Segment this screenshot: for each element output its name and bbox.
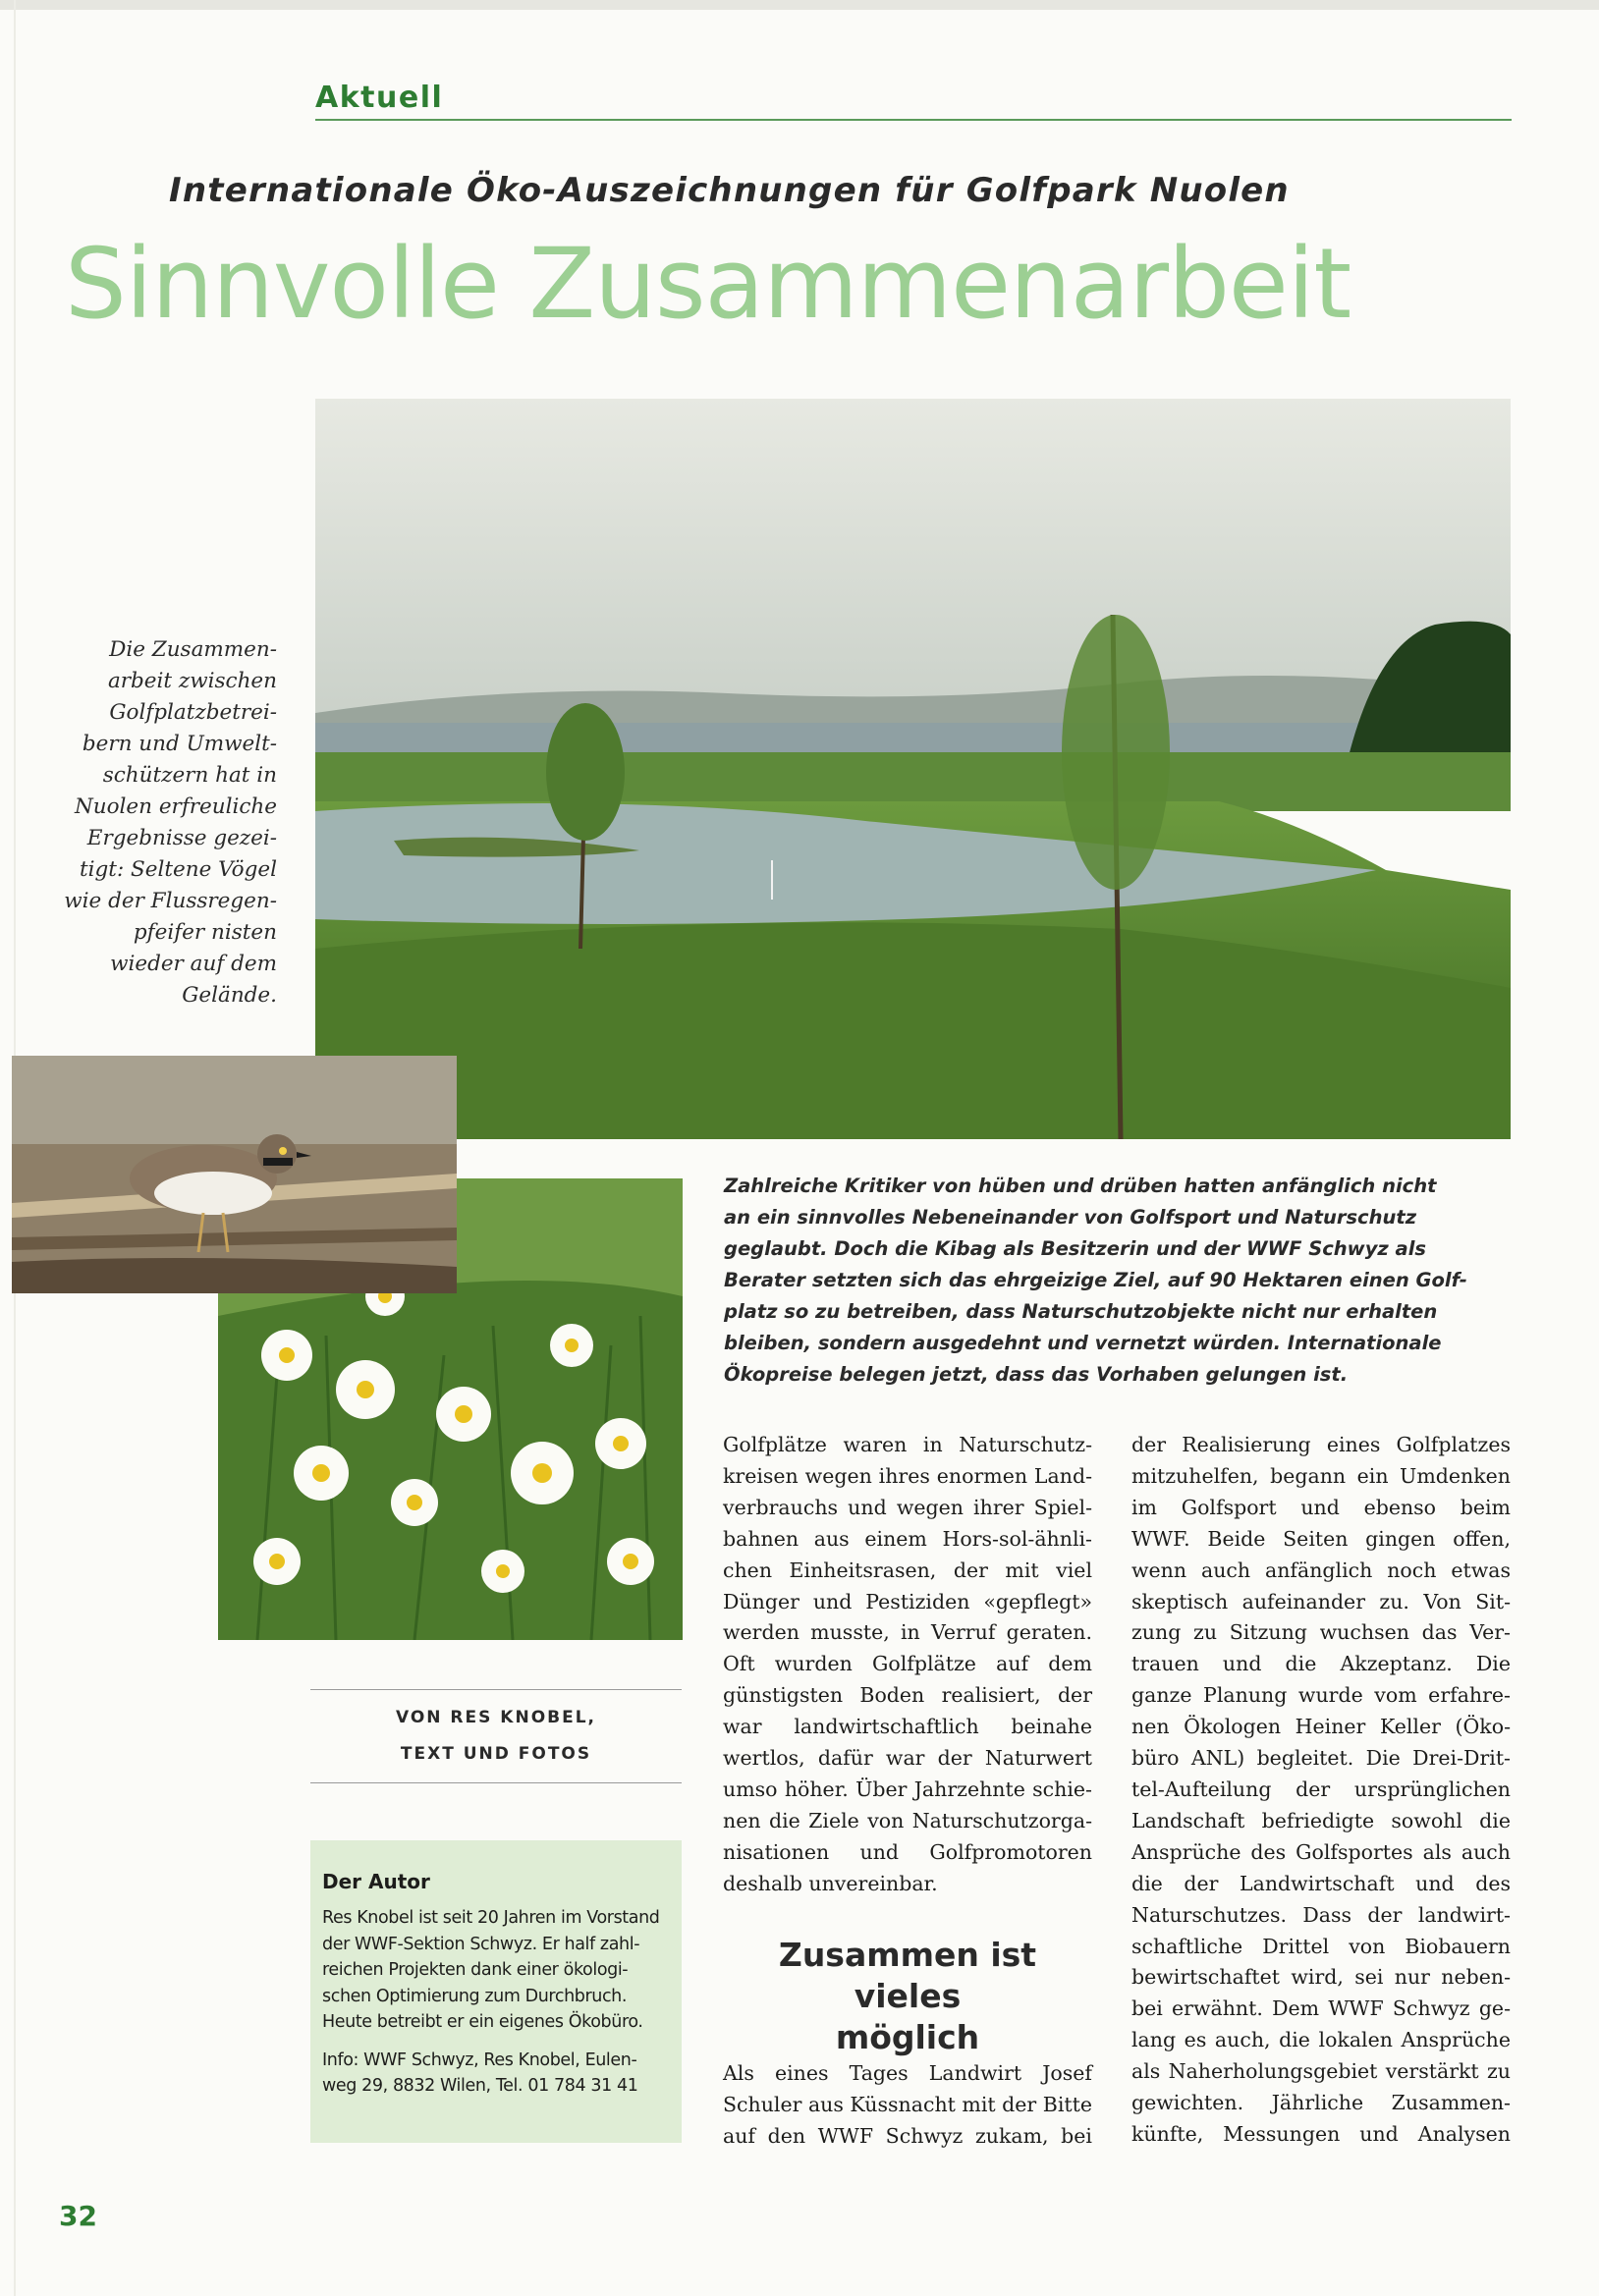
author-box-title: Der Autor bbox=[322, 1870, 430, 1893]
body-line: künfte, Messungen und Analysen bbox=[1131, 2121, 1511, 2146]
body-line: Oft wurden Golfplätze auf dem bbox=[723, 1652, 1092, 1676]
author-line: Heute betreibt er ein eigenes Ökobüro. bbox=[322, 2012, 643, 2032]
byline-author: VON RES KNOBEL, bbox=[395, 1708, 597, 1727]
body-line: wertlos, dafür war der Naturwert bbox=[723, 1746, 1092, 1771]
body-line: umso höher. Über Jahrzehnte schie- bbox=[723, 1777, 1092, 1801]
author-line: schen Optimierung zum Durchbruch. bbox=[322, 1986, 628, 2006]
plover-bird-photo bbox=[12, 1056, 457, 1293]
author-box-body bbox=[322, 1905, 670, 2036]
body-line: verbrauchs und wegen ihrer Spiel- bbox=[723, 1495, 1092, 1519]
photo-caption bbox=[59, 634, 277, 1011]
golf-landscape-photo bbox=[315, 399, 1511, 1139]
lead-line: Ökopreise belegen jetzt, dass das Vorhaben gelungen ist. bbox=[724, 1363, 1349, 1386]
caption-line: pfeifer nisten bbox=[133, 920, 277, 945]
body-line: nisationen und Golfpromotoren bbox=[723, 1839, 1092, 1864]
body-line: Landschaft befriedigte sowohl die bbox=[1131, 1808, 1511, 1832]
lead-line: bleiben, sondern ausgedehnt und vernetzt würden. Internationale bbox=[724, 1332, 1442, 1354]
article-headline: Sinnvolle Zusammenarbeit bbox=[65, 228, 1351, 341]
body-line: Dünger und Pestiziden «gepflegt» bbox=[723, 1589, 1092, 1613]
body-line: bahnen aus einem Hors-sol-ähnli- bbox=[723, 1526, 1092, 1551]
author-line: Res Knobel ist seit 20 Jahren im Vorstand bbox=[322, 1908, 660, 1928]
body-column-1-continued bbox=[723, 2058, 1092, 2153]
body-line: tel-Aufteilung der ursprünglichen bbox=[1131, 1777, 1511, 1801]
body-line: schaftliche Drittel von Biobauern bbox=[1131, 1934, 1511, 1958]
caption-line: Gelände. bbox=[182, 983, 277, 1008]
body-line: mitzuhelfen, begann ein Umdenken bbox=[1131, 1463, 1511, 1488]
body-line: lang es auch, die lokalen Ansprüche bbox=[1131, 2028, 1511, 2052]
lead-line: an ein sinnvolles Nebeneinander von Golfsport und Naturschutz bbox=[724, 1206, 1417, 1229]
body-line: wenn auch anfänglich noch etwas bbox=[1131, 1558, 1511, 1582]
body-line: nen die Ziele von Naturschutzorga- bbox=[723, 1808, 1092, 1832]
author-box bbox=[310, 1840, 682, 2143]
body-line: kreisen wegen ihres enormen Land- bbox=[723, 1463, 1092, 1488]
body-line: büro ANL) begleitet. Die Drei-Drit- bbox=[1131, 1746, 1511, 1771]
body-line: Naturschutzes. Dass der landwirt- bbox=[1131, 1902, 1511, 1927]
body-column-1 bbox=[723, 1430, 1092, 1900]
caption-line: Nuolen erfreuliche bbox=[74, 794, 277, 819]
body-line: zung zu Sitzung wuchsen das Ver- bbox=[1131, 1620, 1511, 1645]
caption-line: Golfplatzbetrei- bbox=[109, 700, 277, 725]
body-line: Golfplätze waren in Naturschutz- bbox=[723, 1433, 1092, 1456]
caption-line: wie der Flussregen- bbox=[64, 889, 277, 913]
info-line: weg 29, 8832 Wilen, Tel. 01 784 31 41 bbox=[322, 2076, 638, 2096]
article-subtitle: Internationale Öko-Auszeichnungen für Golfpark Nuolen bbox=[169, 171, 1290, 210]
caption-line: Ergebnisse gezei- bbox=[86, 826, 277, 850]
caption-line: wieder auf dem bbox=[110, 952, 277, 976]
body-line: WWF. Beide Seiten gingen offen, bbox=[1131, 1526, 1511, 1551]
body-line: trauen und die Akzeptanz. Die bbox=[1131, 1652, 1511, 1676]
body-line: bei erwähnt. Dem WWF Schwyz ge- bbox=[1131, 1996, 1511, 2021]
body-line: im Golfsport und ebenso beim bbox=[1131, 1495, 1511, 1519]
author-box-info bbox=[322, 2048, 670, 2100]
body-line: Ansprüche des Golfsportes als auch bbox=[1131, 1839, 1511, 1864]
section-subheading bbox=[723, 1935, 1092, 2058]
subheading-line: möglich bbox=[835, 2018, 980, 2056]
body-line: werden musste, in Verruf geraten. bbox=[723, 1620, 1092, 1645]
lead-line: platz so zu betreiben, dass Naturschutzobjekte nicht nur erhalten bbox=[724, 1300, 1438, 1323]
article-lead bbox=[724, 1171, 1510, 1391]
subheading-line: Zusammen ist vieles bbox=[778, 1936, 1037, 2015]
section-label: Aktuell bbox=[315, 81, 444, 115]
body-line: Schuler aus Küssnacht mit der Bitte bbox=[723, 2092, 1092, 2116]
page-number: 32 bbox=[59, 2200, 97, 2232]
caption-line: bern und Umwelt- bbox=[82, 732, 277, 756]
author-line: der WWF-Sektion Schwyz. Er half zahl- bbox=[322, 1934, 640, 1954]
author-line: reichen Projekten dank einer ökologi- bbox=[322, 1960, 629, 1980]
info-line: Info: WWF Schwyz, Res Knobel, Eulen- bbox=[322, 2050, 637, 2070]
caption-line: arbeit zwischen bbox=[107, 669, 277, 693]
byline-credit: TEXT UND FOTOS bbox=[400, 1744, 592, 1764]
body-line: auf den WWF Schwyz zukam, bei bbox=[723, 2123, 1092, 2148]
byline bbox=[310, 1689, 682, 1783]
body-line: günstigsten Boden realisiert, der bbox=[723, 1683, 1092, 1708]
body-line: chen Einheitsrasen, der mit viel bbox=[723, 1558, 1092, 1582]
body-line: Als eines Tages Landwirt Josef bbox=[723, 2061, 1092, 2085]
body-line: war landwirtschaftlich beinahe bbox=[723, 1715, 1092, 1739]
body-line: ganze Planung wurde vom erfahre- bbox=[1131, 1683, 1511, 1708]
body-column-2 bbox=[1131, 1430, 1511, 2151]
lead-line: Berater setzten sich das ehrgeizige Ziel, auf 90 Hektaren einen Golf- bbox=[724, 1269, 1467, 1291]
body-line: bewirtschaftet wird, sei nur neben- bbox=[1131, 1965, 1511, 1990]
caption-line: Die Zusammen- bbox=[109, 637, 277, 662]
lead-line: Zahlreiche Kritiker von hüben und drüben hatten anfänglich nicht bbox=[724, 1175, 1437, 1197]
caption-line: schützern hat in bbox=[102, 763, 277, 788]
body-line: die der Landwirtschaft und des bbox=[1131, 1871, 1511, 1895]
body-line: als Naherholungsgebiet verstärkt zu bbox=[1131, 2059, 1511, 2084]
body-line: gewichten. Jährliche Zusammen- bbox=[1131, 2091, 1511, 2115]
caption-line: tigt: Seltene Vögel bbox=[80, 857, 277, 882]
section-rule bbox=[315, 119, 1512, 121]
body-line: nen Ökologen Heiner Keller (Öko- bbox=[1131, 1715, 1511, 1739]
body-line: der Realisierung eines Golfplatzes bbox=[1131, 1433, 1511, 1456]
body-line: deshalb unvereinbar. bbox=[723, 1871, 938, 1895]
lead-line: geglaubt. Doch die Kibag als Besitzerin und der WWF Schwyz als bbox=[724, 1237, 1426, 1260]
body-line: skeptisch aufeinander zu. Von Sit- bbox=[1131, 1589, 1511, 1613]
page-top-edge bbox=[0, 0, 1599, 10]
